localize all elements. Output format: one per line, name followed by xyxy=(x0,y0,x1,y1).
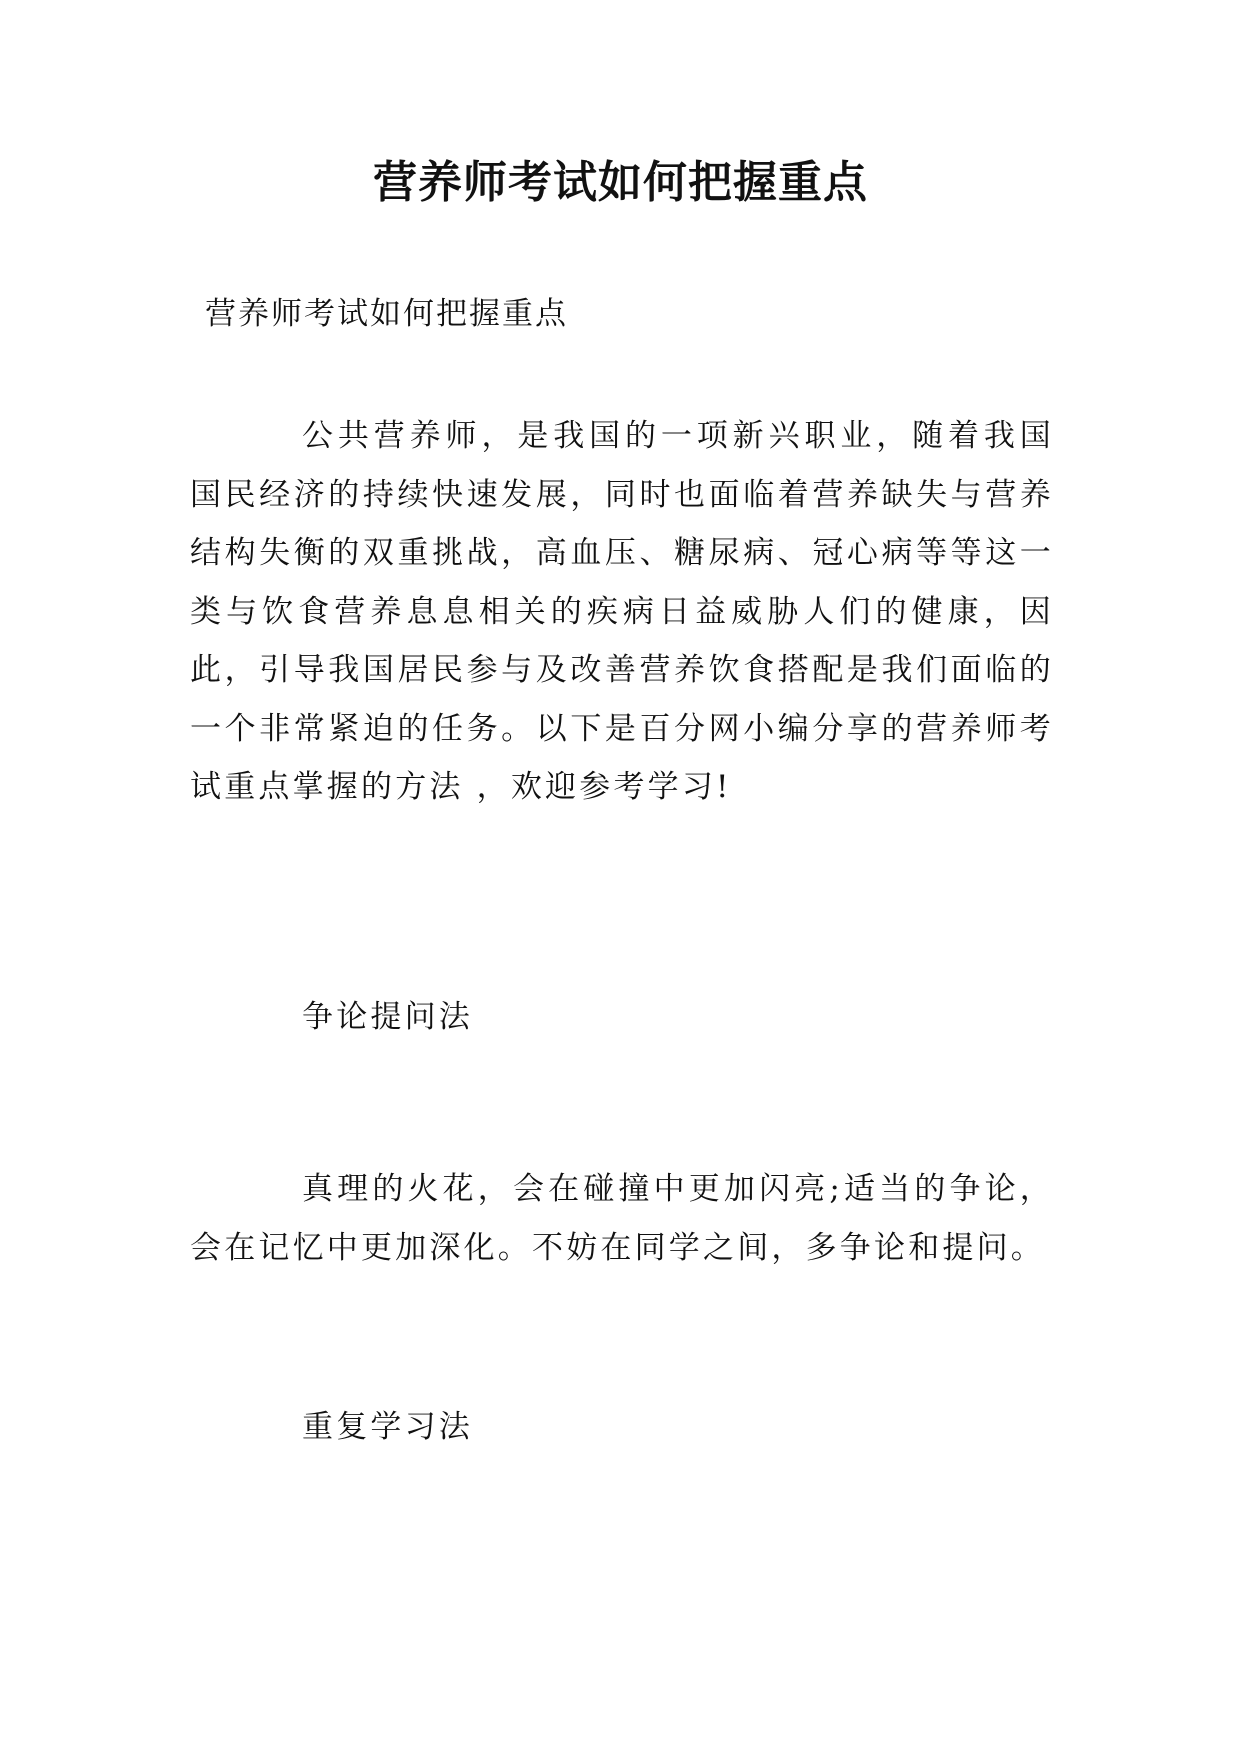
section-paragraph-debate: 真理的火花，会在碰撞中更加闪亮;适当的争论，会在记忆中更加深化。不妨在同学之间，多争论和提问。 xyxy=(190,1171,1054,1266)
document-subtitle: 营养师考试如何把握重点 xyxy=(205,296,568,332)
document-title: 营养师考试如何把握重点 xyxy=(373,157,868,208)
intro-paragraph: 公共营养师，是我国的一项新兴职业，随着我国国民经济的持续快速发展，同时也面临着营养缺失与营养结构失衡的双重挑战，高血压、糖尿病、冠心病等等这一类与饮食营养息息相关的疾病日益威胁人们的健康，因此，引导我国居民参与及改善营养饮食搭配是我们面临的一个非常紧迫的任务。以下是百分网小编分享的营养师考试重点掌握的方法 ，欢迎参考学习! xyxy=(190,418,1054,805)
section-heading-debate: 争论提问法 xyxy=(302,999,473,1035)
section-heading-repetition: 重复学习法 xyxy=(302,1409,473,1445)
